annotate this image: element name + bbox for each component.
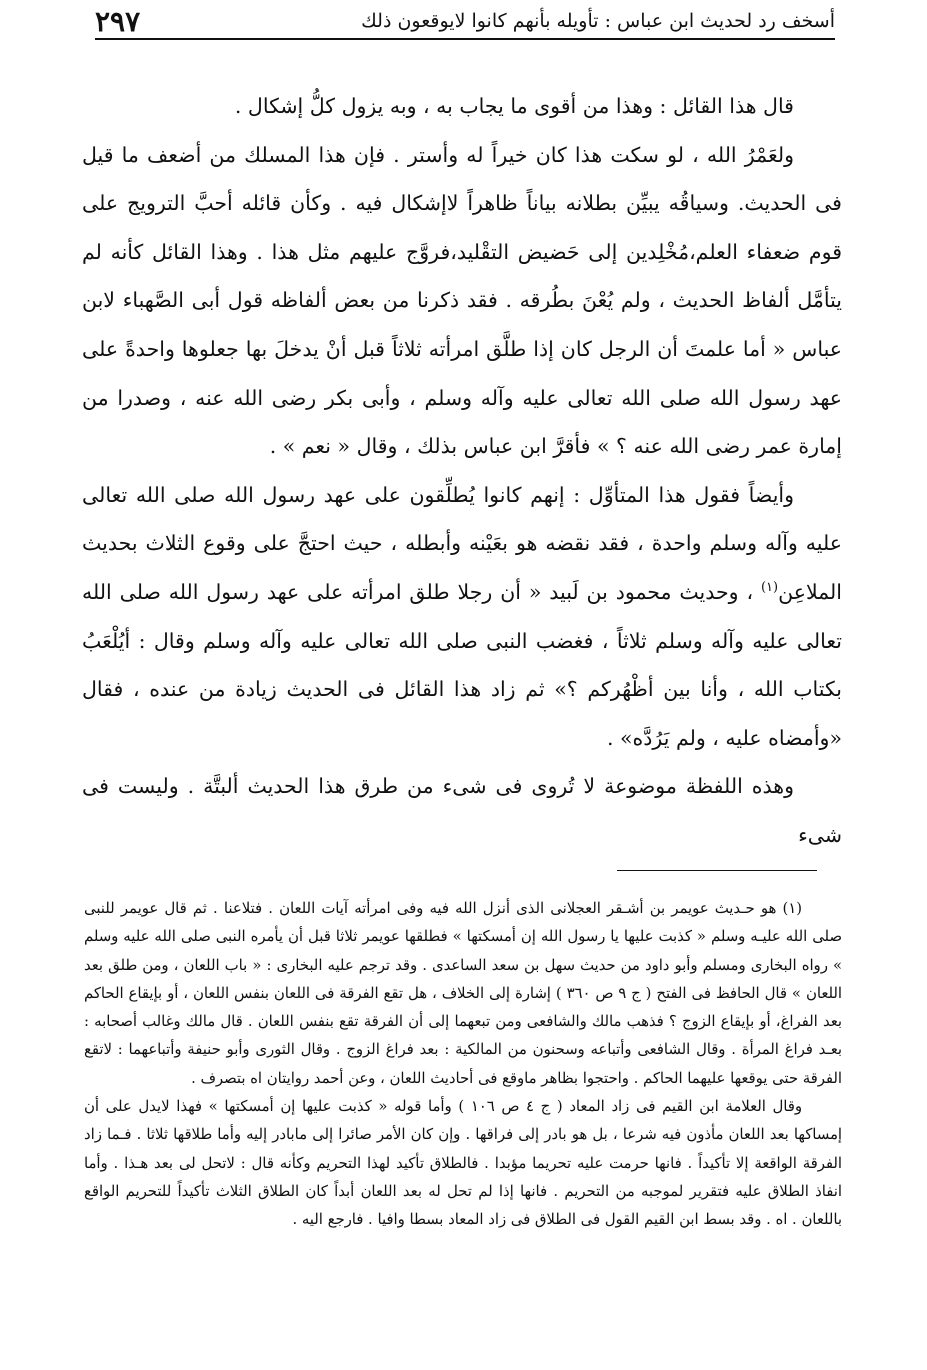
main-text [82,82,842,860]
paragraph-3-text-b: ، وحديث محمود بن لَبيد « أن رجلا طلق امرأته على عهد رسول الله صلى الله تعالى عليه وآله وسلم ثلاثاً ، فغضب النبى صلى الله تعالى عليه وآله وسلم وقال : أيُلْعَبُ بكتاب الله ، وأنا بين أظْهُركم ؟» ثم زاد هذا القائل فى الحديث زيادة من عنده ، فقال «وأمضاه عليه ، ولم يَرُدَّه» . [82,579,842,750]
paragraph-2: ولعَمْرُ الله ، لو سكت هذا كان خيراً له وأستر . فإن هذا المسلك من أضعف ما قيل فى الحديث. وسياقُه يبيِّن بطلانه بياناً ظاهراً لاإشكال فيه . وكأن قائله أحبَّ الترويج على قوم ضعفاء العلم،مُخْلِدين إلى حَضيض التقْليد،فروَّج عليهم مثل هذا . وهذا القائل كأنه لم يتأمَّل ألفاظ الحديث ، ولم يُعْنَ بطُرقه . فقد ذكرنا من بعض ألفاظه قول أبى الصَّهباء لابن عباس « أما علمتَ أن الرجل كان إذا طلَّق امرأته ثلاثاً قبل أنْ يدخلَ بها جعلوها واحدةً على عهد رسول الله صلى الله تعالى عليه وآله وسلم ، وأبى بكر رضى الله عنه ، وصدرا من إمارة عمر رضى الله عنه ؟ » فأقرَّ ابن عباس بذلك ، وقال « نعم » . [82,142,842,459]
paragraph-1: قال هذا القائل : وهذا من أقوى ما يجاب به ، وبه يزول كلُّ إشكال . [234,94,794,118]
paragraph-3-text-a: وأيضاً فقول هذا المتأوِّل : إنهم كانوا يُطلِّقون على عهد رسول الله صلى الله تعالى عليه وآله وسلم واحدة ، فقد نقضه هو بعَيْنه وأبطله ، حيث احتجَّ على وقوع الثلاث بحديث الملاعِن [82,482,842,604]
header-rule [95,38,835,40]
footnote-reference[interactable]: (١) [760,580,779,596]
footnote-1-continued: وقال العلامة ابن القيم فى زاد المعاد ( ج ٤ ص ١٠٦ ) وأما قوله « كذبت عليها إن أمسكتها » فهذا لايدل على أن إمساكها بعد اللعان مأذون فيه شرعا ، بل هو بادر إلى فراقها . وإن كان الأمر صائرا إلى مابادر إليه وأما طلاقها ثلاثا . فـما زاد الفرقة الواقعة إلا تأكيداً . فانها حرمت عليه تحريما مؤبدا . فالطلاق تأكيد لهذا التحريم وكأنه قال : لاتحل لى بعد هـذا . وأما انفاذ الطلاق عليه فتقرير لموجبه من التحريم . فانها إذا لم تحل له بعد اللعان أبداً كان الطلاق الثلاث تأكيداً للتحريم الواقع باللعان . اه . وقد بسط ابن القيم القول فى الطلاق فى زاد المعاد بسطا وافيا . فارجع اليه . [84,1098,842,1229]
footnotes [84,895,842,1235]
running-head: أسخف رد لحديث ابن عباس : تأويله بأنهم كانوا لايوقعون ذلك [361,10,835,32]
page-number: ٢٩٧ [95,4,141,38]
page-header [95,6,835,36]
footnote-rule [617,870,817,871]
paragraph-3 [82,471,842,763]
paragraph-4: وهذه اللفظة موضوعة لا تُروى فى شىء من طرق هذا الحديث ألبتَّة . وليست فى شىء [82,774,842,847]
footnote-1: (١) هو حـديث عويمر بن أشـقر العجلانى الذى أنزل الله فيه وفى امرأته آيات اللعان . فتلاعنا . ثم قال عويمر للنبى صلى الله عليـه وسلم « كذبت عليها يا رسول الله إن أمسكتها » فطلقها عويمر ثلاثا قبل أن يأمره النبى صلى الله عليه وسلم » رواه البخارى ومسلم وأبو داود من حديث سهل بن سعد الساعدى . وقد ترجم عليه البخارى : « باب اللعان ، ومن طلق بعد اللعان » قال الحافظ فى الفتح ( ج ٩ ص ٣٦٠ ) إشارة إلى الخلاف ، هل تقع الفرقة فى اللعان بنفس اللعان ، أو بإيقاع الحاكم بعد الفراغ، أو بإيقاع الزوج ؟ فذهب مالك والشافعى ومن تبعهما إلى أن الفرقة تقع بنفس اللعان . قال مالك وغالب أصحابه : بعـد فراغ المرأة . وقال الشافعى وأتباعه وسحنون من المالكية : بعد فراغ الزوج . وقال الثورى وأبو حنيفة وأتباعهما : لاتقع الفرقة حتى يوقعها عليهما الحاكم . واحتجوا بظاهر ماوقع فى أحاديث اللعان ، وعن أحمد روايتان اه بتصرف . [84,900,842,1087]
